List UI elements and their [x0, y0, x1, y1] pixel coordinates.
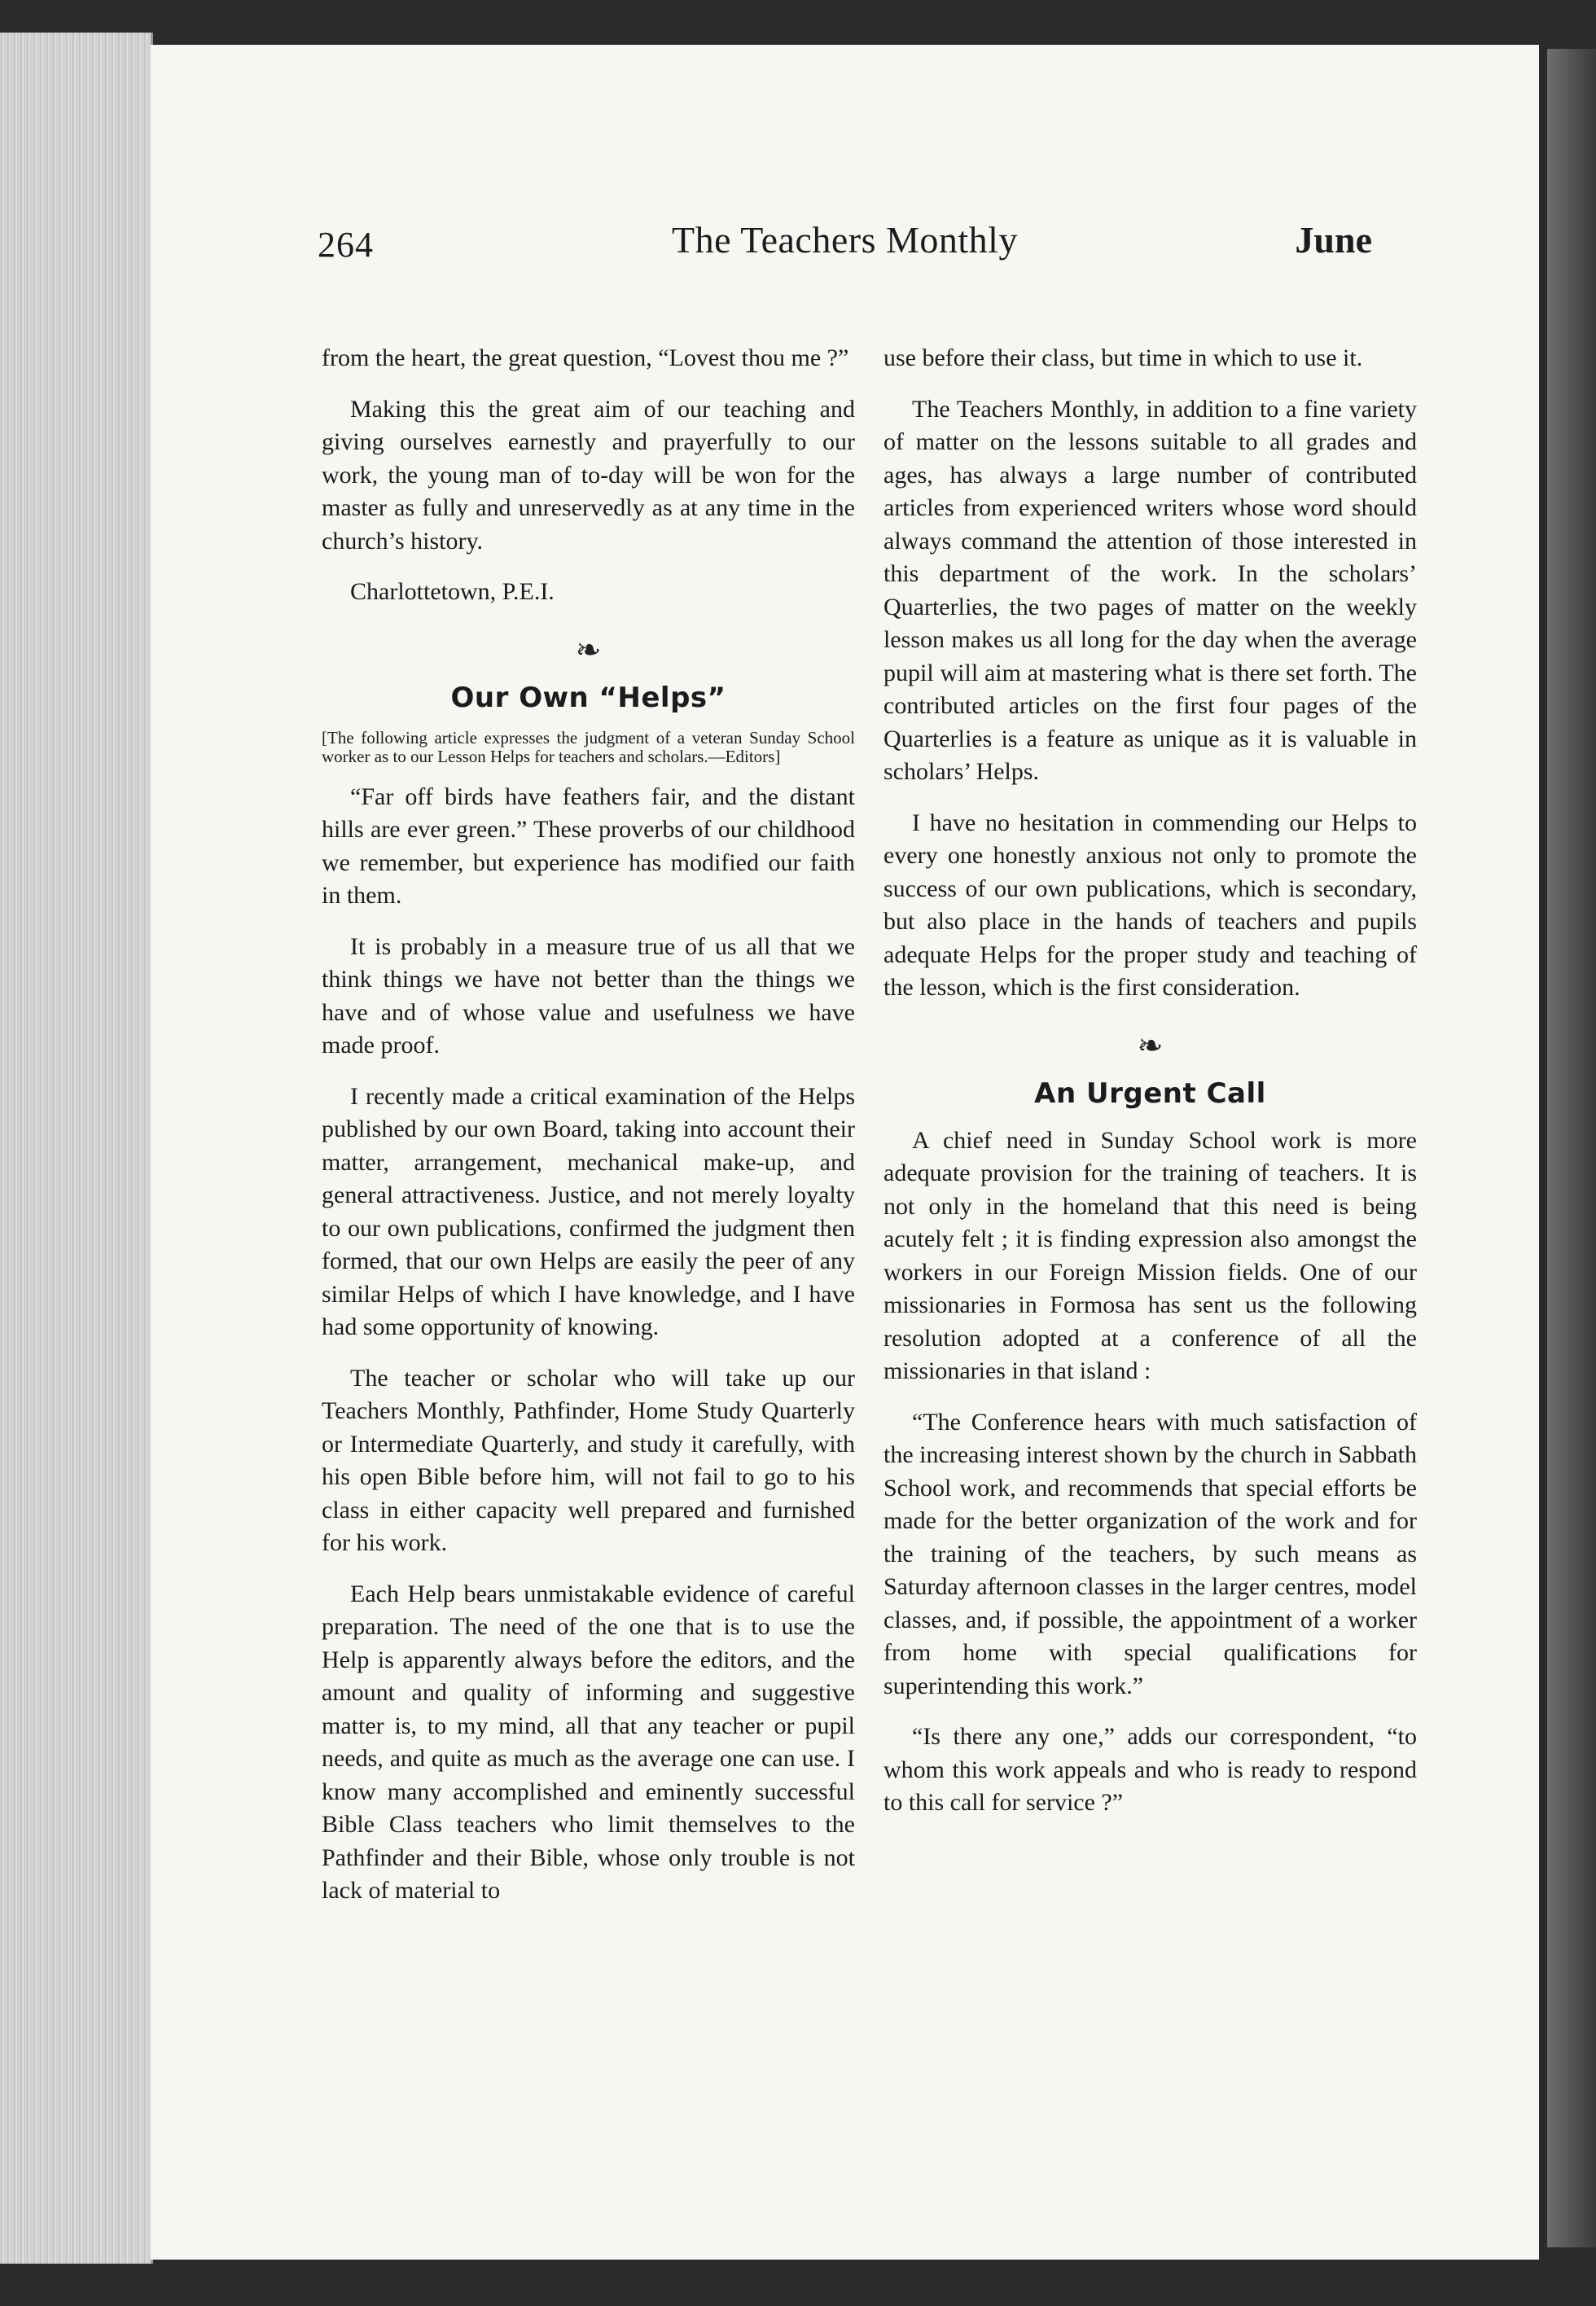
page-header [151, 45, 1539, 313]
running-title: The Teachers Monthly [672, 219, 1018, 261]
article-title-our-own-helps: Our Own “Helps” [450, 681, 726, 714]
editor-note: [The following article expresses the judgment of a veteran Sunday School worker as to our Lesson Helps for teachers and scholars.—Editors] [322, 727, 855, 766]
paragraph: I have no hesitation in commending our Helps to every one honestly anxious not only to promote the success of our own publications, which is secondary, but also place in the hands of teachers and pupils adequate Helps for the proper study and teaching of the lesson, which is the first consideration. [884, 809, 1417, 1001]
paragraph: “The Conference hears with much satisfaction of the increasing interest shown by the church in Sabbath School work, and recommends that special efforts be made for the better organization of the work and for the training of the teachers, by such means as Saturday afternoon classes in the larger centres, model classes, and, if possible, the appointment of a worker from home with special qualifications for superintending this work.” [884, 1408, 1417, 1699]
issue-month: June [1295, 219, 1372, 261]
paragraph: “Far off birds have feathers fair, and the distant hills are ever green.” These proverbs of our childhood we remember, but experience has modified our faith in them. [322, 783, 855, 909]
paragraph: I recently made a critical examination of the Helps published by our own Board, taking into account their matter, arrangement, mechanical make-up, and general attractiveness. Justice, and not merely loyalty to our own publications, confirmed the judgment then formed, that our own Helps are easily the peer of any similar Helps of which I have knowledge, and I have had some opportunity of knowing. [322, 1082, 855, 1340]
journal-page [151, 45, 1539, 2260]
article-title-an-urgent-call: An Urgent Call [1034, 1076, 1266, 1110]
paragraph: from the heart, the great question, “Lovest thou me ?” [322, 344, 849, 371]
right-column [884, 342, 1417, 1838]
paragraph: “Is there any one,” adds our correspondent, “to whom this work appeals and who is ready to respond to this call for service ?” [884, 1723, 1417, 1816]
page-number: 264 [318, 225, 374, 265]
ornament-icon: ❧ [575, 633, 602, 668]
left-column [322, 342, 855, 1926]
paragraph: The teacher or scholar who will take up our Teachers Monthly, Pathfinder, Home Study Quarterly or Intermediate Quarterly, and study it carefully, with his open Bible before him, will not fail to go to his class in either capacity well prepared and furnished for his work. [322, 1364, 855, 1556]
paragraph: Each Help bears unmistakable evidence of careful preparation. The need of the one that is to use the Help is apparently always before the editors, and the amount and quality of informing and suggestive matter is, to my mind, all that any teacher or pupil needs, and quite as much as the average one can use. I know many accomplished and eminently successful Bible Class teachers who limit themselves to the Pathfinder and their Bible, whose only trouble is not lack of material to [322, 1580, 855, 1904]
paragraph: Making this the great aim of our teaching and giving ourselves earnestly and prayerfully to our work, the young man of to-day will be won for the master as fully and unreservedly as at any time in the church’s history. [322, 395, 855, 555]
paragraph: use before their class, but time in which to use it. [884, 344, 1363, 371]
paragraph: A chief need in Sunday School work is more adequate provision for the training of teachers. It is not only in the homeland that this need is being acutely felt ; it is finding expression also amongst the workers in our Foreign Mission fields. One of our missionaries in Formosa has sent us the following resolution adopted at a conference of all the missionaries in that island : [884, 1126, 1417, 1384]
book-spine-shadow [1547, 49, 1596, 2247]
paragraph: It is probably in a measure true of us all that we think things we have not better than the things we have and of whose value and usefulness we have made proof. [322, 932, 855, 1059]
signoff: Charlottetown, P.E.I. [350, 578, 555, 605]
paragraph: The Teachers Monthly, in addition to a fine variety of matter on the lessons suitable to all grades and ages, has always a large number of contributed articles from experienced writers whose word should always command the attention of those interested in this department of the work. In the scholars’ Quarterlies, the two pages of matter on the weekly lesson makes us all long for the day when the average pupil will aim at mastering what is there set forth. The contributed articles on the first four pages of the Quarterlies is a feature as unique as it is valuable in scholars’ Helps. [884, 395, 1417, 785]
ornament-icon: ❧ [1137, 1028, 1164, 1063]
book-page-edges [0, 33, 153, 2264]
